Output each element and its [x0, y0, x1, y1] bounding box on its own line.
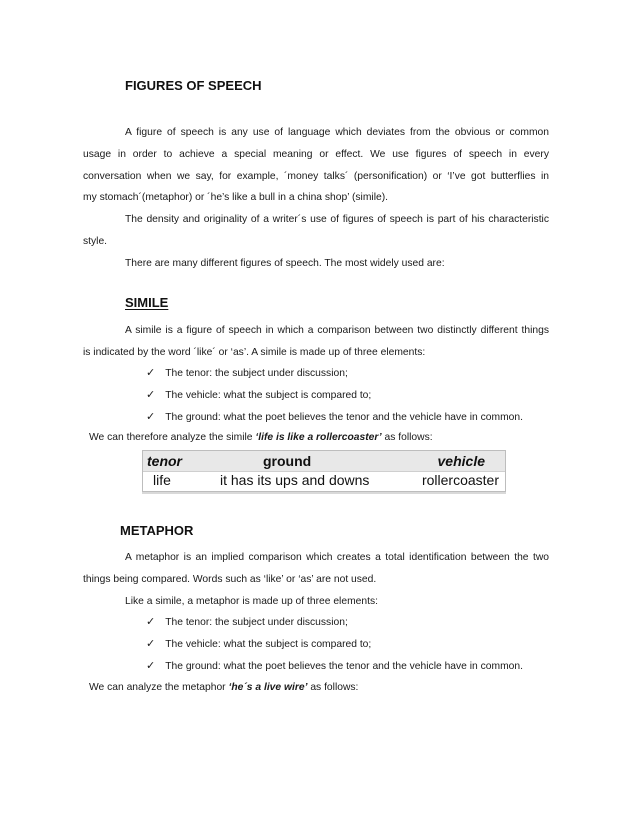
- table-header-tenor: tenor: [147, 453, 182, 469]
- metaphor-line: Like a simile, a metaphor is made up of three elements:: [125, 596, 378, 607]
- metaphor-analyze-line: We can analyze the metaphor ‘he´s a live wire’ as follows:: [89, 682, 359, 693]
- checkmark-icon: ✓: [146, 638, 156, 650]
- table-header-ground: ground: [263, 453, 312, 469]
- checkmark-icon: ✓: [146, 616, 156, 628]
- section-heading-simile: SIMILE: [125, 295, 169, 310]
- section-heading-metaphor: METAPHOR: [120, 523, 194, 538]
- intro-line: my stomach´(metaphor) or ´he’s like a bull in a china shop’ (simile).: [83, 192, 389, 203]
- intro-line: conversation when we say, for example, ´money talks´ (personification) or ‘I’ve got butterflies in: [83, 171, 549, 182]
- list-item: ✓ The tenor: the subject under discussion;: [146, 367, 348, 379]
- page-title: FIGURES OF SPEECH: [125, 78, 262, 93]
- simile-analyze-line: We can therefore analyze the simile ‘life is like a rollercoaster’ as follows:: [89, 432, 433, 443]
- simile-example-table: [142, 450, 506, 492]
- table-cell-tenor: life: [153, 472, 171, 488]
- simile-example: ‘life is like a rollercoaster’: [255, 432, 382, 443]
- simile-line: A simile is a figure of speech in which a comparison between two distinctly different things: [125, 325, 549, 336]
- table-cell-vehicle: rollercoaster: [421, 472, 499, 488]
- metaphor-example: ‘he´s a live wire’: [228, 682, 308, 693]
- table-cell-ground: it has its ups and downs: [220, 472, 370, 488]
- checkmark-icon: ✓: [146, 367, 156, 379]
- intro-line: A figure of speech is any use of language which deviates from the obvious or common: [125, 127, 549, 138]
- list-item: ✓ The ground: what the poet believes the tenor and the vehicle have in common.: [146, 660, 523, 672]
- intro-line: style.: [83, 236, 108, 247]
- list-item: ✓ The vehicle: what the subject is compared to;: [146, 389, 372, 401]
- list-item: ✓ The vehicle: what the subject is compared to;: [146, 638, 372, 650]
- checkmark-icon: ✓: [146, 660, 156, 672]
- list-item: ✓ The tenor: the subject under discussion;: [146, 616, 348, 628]
- metaphor-line: A metaphor is an implied comparison which creates a total identification between the two: [125, 552, 549, 563]
- intro-line: The density and originality of a writer´s use of figures of speech is part of his characteristic: [125, 214, 549, 225]
- intro-line: There are many different figures of speech. The most widely used are:: [125, 258, 445, 269]
- checkmark-icon: ✓: [146, 411, 156, 423]
- checkmark-icon: ✓: [146, 389, 156, 401]
- table-header-vehicle: vehicle: [437, 453, 485, 469]
- list-item: ✓ The ground: what the poet believes the tenor and the vehicle have in common.: [146, 411, 523, 423]
- intro-line: usage in order to achieve a special meaning or effect. We use figures of speech in every: [83, 149, 549, 160]
- simile-line: is indicated by the word ´like´ or ‘as’. A simile is made up of three elements:: [83, 347, 426, 358]
- metaphor-line: things being compared. Words such as ‘like’ or ‘as’ are not used.: [83, 574, 377, 585]
